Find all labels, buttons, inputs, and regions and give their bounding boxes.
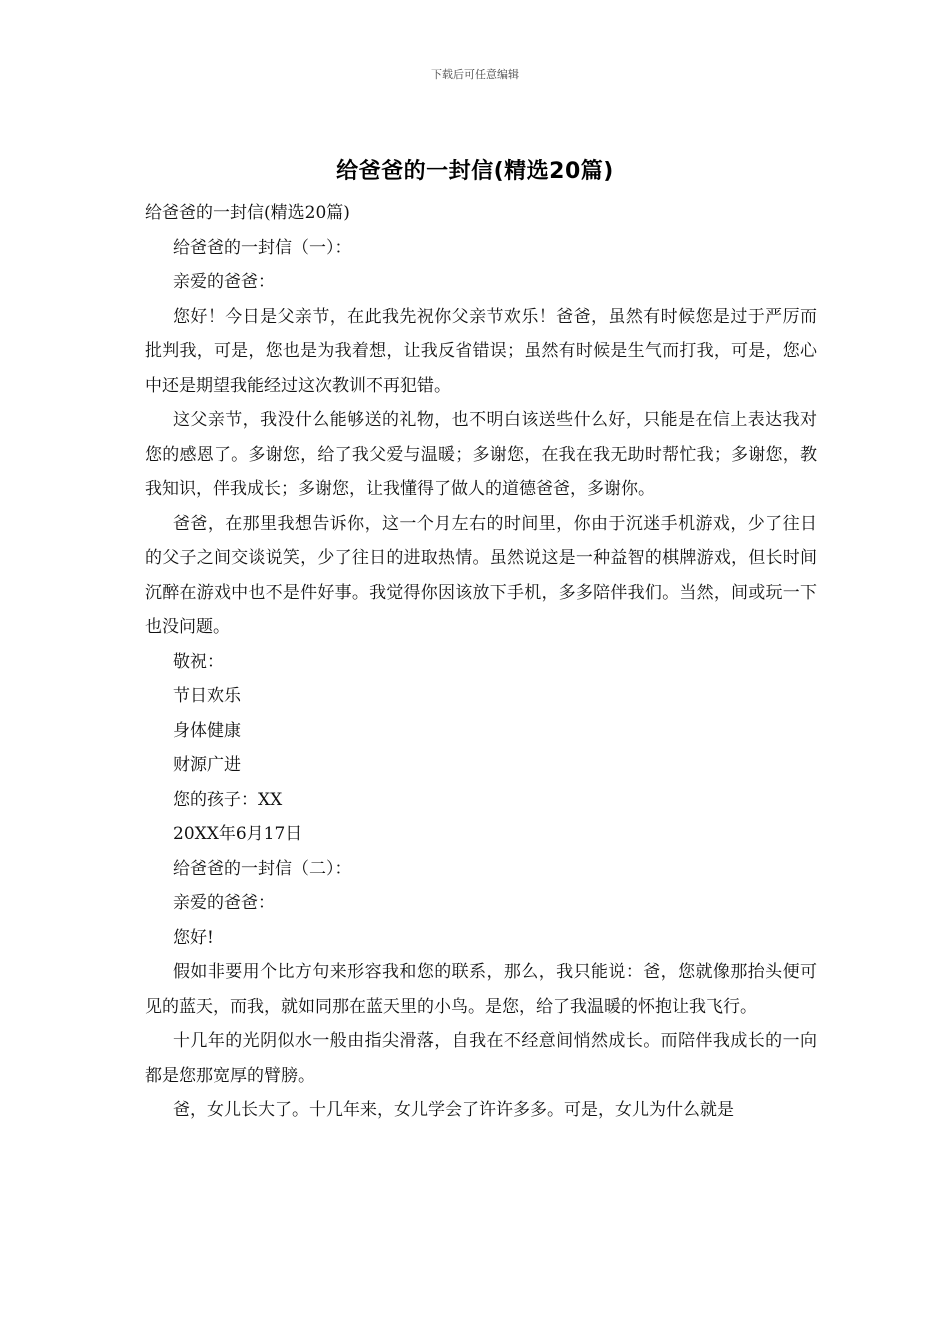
paragraph: 20XX年6月17日 <box>173 824 303 844</box>
paragraph: 亲爱的爸爸： <box>173 272 275 292</box>
paragraph: 给爸爸的一封信（一）： <box>173 237 352 258</box>
paragraph: 给爸爸的一封信(精选20篇) <box>145 203 350 223</box>
document-body <box>145 196 817 1128</box>
paragraph: 敬祝： <box>173 651 224 672</box>
paragraph: 您好! <box>173 927 214 948</box>
paragraph: 假如非要用个比方句来形容我和您的联系，那么，我只能说：爸，您就像那抬头便可见的蓝天，而我，就如同那在蓝天里的小鸟。是您，给了我温暖的怀抱让我飞行。 <box>145 962 817 1017</box>
paragraph: 爸，女儿长大了。十几年来，女儿学会了许许多多。可是，女儿为什么就是 <box>173 1100 734 1120</box>
paragraph: 您好！今日是父亲节，在此我先祝你父亲节欢乐！爸爸，虽然有时候您是过于严厉而批判我，可是，您也是为我着想，让我反省错误；虽然有时候是生气而打我，可是，您心中还是期望我能经过这次教训不再犯错。 <box>145 306 817 396</box>
paragraph: 节日欢乐 <box>173 686 241 706</box>
paragraph: 这父亲节，我没什么能够送的礼物，也不明白该送些什么好，只能是在信上表达我对您的感恩了。多谢您，给了我父爱与温暖；多谢您，在我在我无助时帮忙我；多谢您，教我知识，伴我成长；多谢您，让我懂得了做人的道德爸爸，多谢你。 <box>145 410 817 499</box>
page-header-note: 下载后可任意编辑 <box>431 68 519 81</box>
paragraph: 财源广进 <box>173 755 241 775</box>
paragraph: 爸爸，在那里我想告诉你，这一个月左右的时间里，你由于沉迷手机游戏，少了往日的父子之间交谈说笑，少了往日的进取热情。虽然说这是一种益智的棋牌游戏，但长时间沉醉在游戏中也不是件好事。我觉得你因该放下手机，多多陪伴我们。当然，间或玩一下也没问题。 <box>145 513 817 637</box>
paragraph: 亲爱的爸爸： <box>173 893 275 913</box>
paragraph: 身体健康 <box>173 720 241 741</box>
document-title: 给爸爸的一封信(精选20篇) <box>336 159 614 184</box>
paragraph: 您的孩子：XX <box>173 789 283 810</box>
paragraph: 十几年的光阴似水一般由指尖滑落，自我在不经意间悄然成长。而陪伴我成长的一向都是您那宽厚的臂膀。 <box>145 1031 817 1086</box>
paragraph: 给爸爸的一封信（二）： <box>173 858 352 879</box>
